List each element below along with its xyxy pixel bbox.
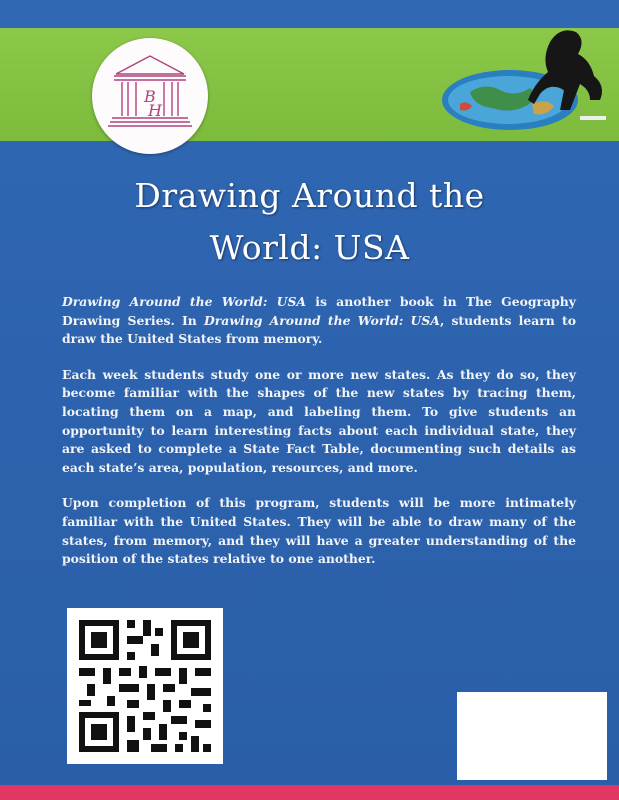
qr-code-icon bbox=[67, 608, 223, 764]
paragraph-1-italic-2: Drawing Around the World: USA bbox=[204, 312, 440, 328]
paragraph-1-text-1: is another book in The Geography Drawing Series. In bbox=[62, 294, 576, 328]
title-line-1: Drawing Around the bbox=[134, 176, 485, 215]
book-title bbox=[0, 170, 619, 274]
child-drawing-world-map-icon bbox=[430, 20, 619, 140]
publisher-logo bbox=[92, 38, 208, 154]
logo-letter-b: B bbox=[144, 87, 156, 106]
bottom-strip bbox=[0, 785, 619, 800]
barcode-area bbox=[457, 692, 607, 780]
logo-letter-h: H bbox=[148, 101, 162, 120]
paragraph-2: Each week students study one or more new states. As they do so, they become familiar with the shapes of the new states by tracing them, locating them on a map, and labeling them. To give students an opportunity to learn interesting facts about each individual state, they are asked to complete a State Fact Table, documenting such details as each state’s area, population, resources, and more. bbox=[62, 366, 576, 475]
title-line-2: World: USA bbox=[209, 228, 410, 267]
paragraph-1-text-2: , students learn to draw the United States from memory. bbox=[62, 312, 576, 347]
paragraph-3: Upon completion of this program, students will be more intimately familiar with the United States. They will be able to draw many of the states, from memory, and they will have a greater understanding of the position of the states relative to one another. bbox=[62, 495, 576, 567]
description bbox=[62, 293, 576, 586]
paragraph-1-italic-1: Drawing Around the World: USA bbox=[62, 294, 307, 309]
paragraph-1 bbox=[62, 293, 576, 349]
building-icon bbox=[92, 38, 208, 154]
